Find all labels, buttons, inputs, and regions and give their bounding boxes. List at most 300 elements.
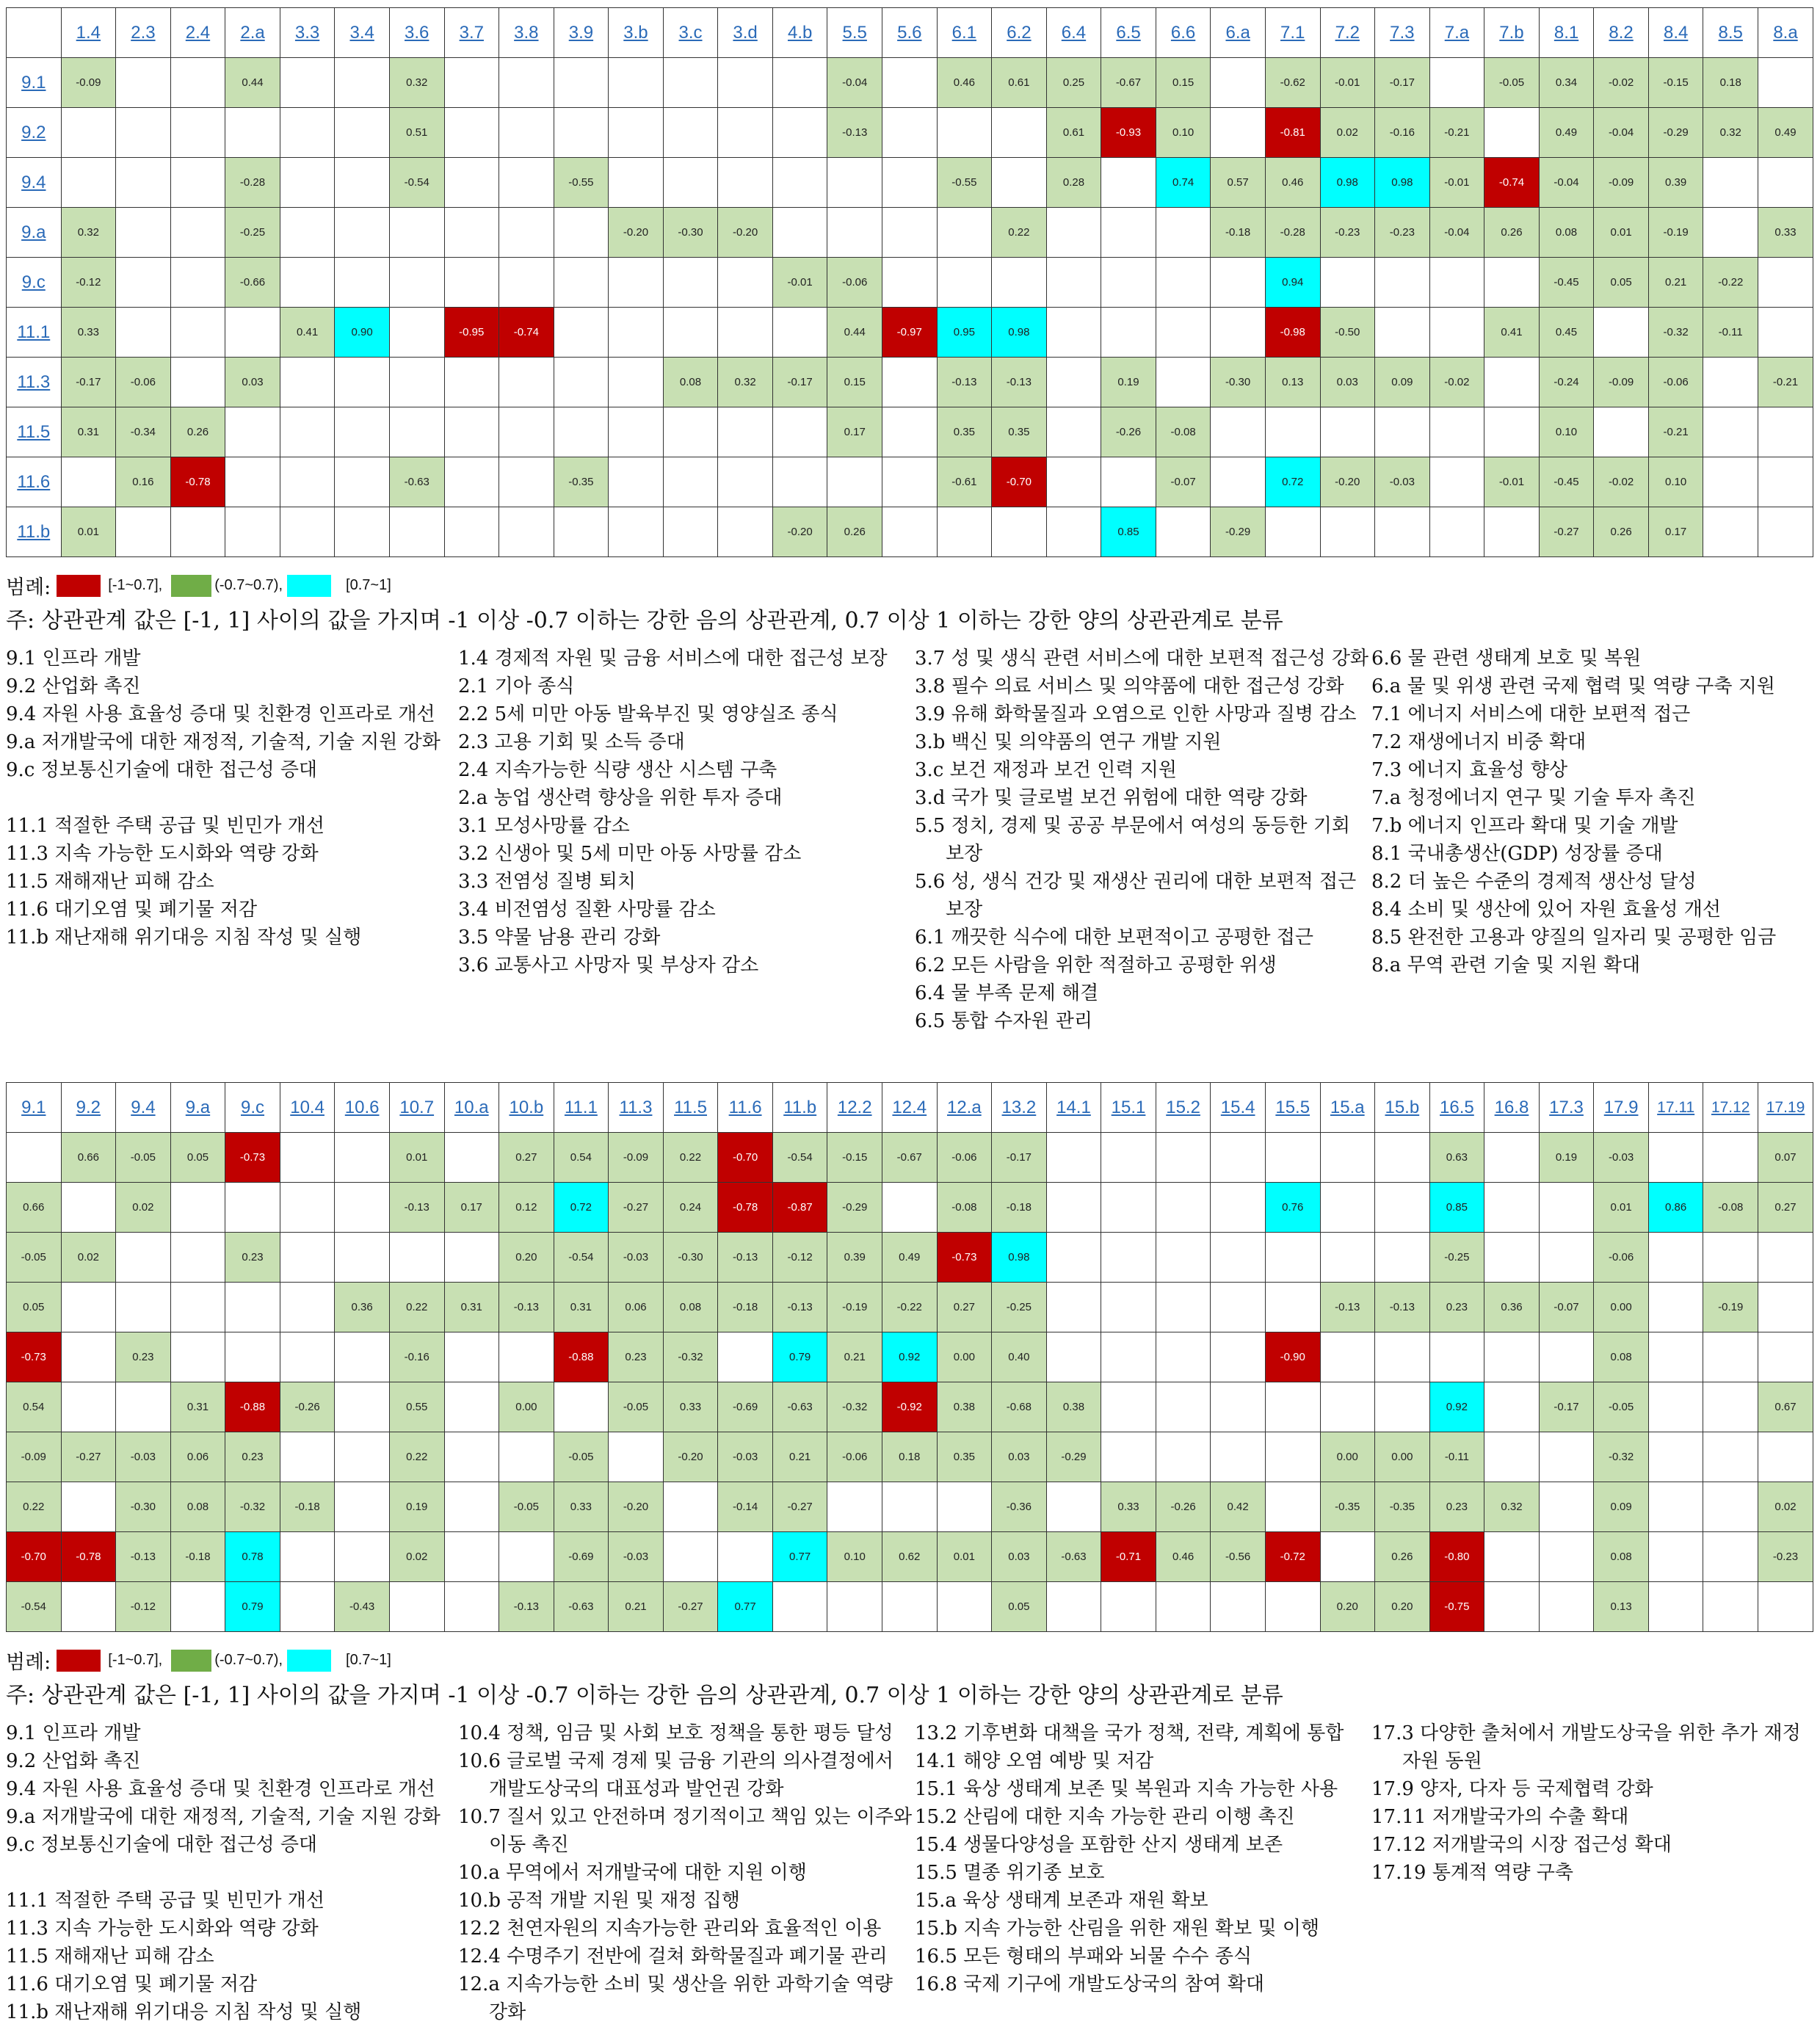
column-header-link[interactable]: 8.5 (1718, 22, 1743, 43)
table-cell (389, 208, 444, 258)
column-header (882, 8, 938, 58)
column-header-link[interactable]: 15.1 (1111, 1097, 1146, 1117)
table-cell (61, 108, 116, 158)
column-header-link[interactable]: 10.a (454, 1097, 489, 1117)
table-cell (1156, 507, 1211, 557)
column-header (772, 8, 827, 58)
definition-item: 강화 (489, 2001, 526, 2023)
table-cell (718, 407, 773, 457)
column-header-link[interactable]: 10.7 (399, 1097, 435, 1117)
table-cell: -0.03 (609, 1532, 664, 1582)
table-cell (225, 1183, 280, 1233)
column-header-link[interactable]: 17.12 (1711, 1098, 1750, 1116)
column-header (1539, 8, 1594, 58)
table-row (7, 507, 1813, 557)
column-header-link[interactable]: 10.b (509, 1097, 544, 1117)
table-cell (937, 1582, 992, 1632)
table-cell (444, 258, 499, 308)
table-cell: -0.01 (772, 258, 827, 308)
correlation-table-1 (6, 7, 1813, 557)
row-header-link[interactable]: 11.5 (17, 421, 51, 442)
table-cell (280, 58, 335, 108)
table-cell: -0.73 (7, 1332, 62, 1382)
table-cell: -0.06 (1594, 1233, 1649, 1283)
column-header (170, 1083, 225, 1133)
row-header-link[interactable]: 11.1 (17, 322, 51, 342)
legend-negative-label: [-1~0.7], (108, 1652, 163, 1668)
table-cell (1320, 1332, 1375, 1382)
column-header (1320, 1083, 1375, 1133)
column-header-link[interactable]: 16.5 (1440, 1097, 1474, 1117)
table-cell: 0.85 (1429, 1183, 1484, 1233)
column-header-link[interactable]: 15.a (1330, 1097, 1365, 1117)
table-cell (772, 308, 827, 358)
column-header-link[interactable]: 15.4 (1220, 1097, 1255, 1117)
table-cell: 0.13 (1594, 1582, 1649, 1632)
table-cell (280, 1133, 335, 1183)
column-header-link[interactable]: 9.4 (131, 1097, 156, 1117)
column-header-link[interactable]: 6.5 (1116, 22, 1141, 43)
column-header-link[interactable]: 7.b (1499, 22, 1524, 43)
row-header-link[interactable]: 9.c (21, 272, 46, 292)
column-header-link[interactable]: 9.c (241, 1097, 265, 1117)
table-cell: -0.78 (61, 1532, 116, 1582)
definition-item: 12.2 천연자원의 지속가능한 관리와 효율적인 이용 (458, 1918, 882, 1940)
column-header (1375, 1083, 1430, 1133)
table-cell (1648, 1582, 1703, 1632)
row-header-link[interactable]: 9.a (21, 222, 46, 242)
table-cell: 0.36 (335, 1283, 390, 1332)
table-cell: 0.00 (1320, 1432, 1375, 1482)
row-header-link[interactable]: 9.4 (21, 172, 46, 192)
table-cell: -0.05 (554, 1432, 609, 1482)
table-cell: -0.21 (1758, 358, 1813, 407)
column-header (1101, 1083, 1156, 1133)
definition-item: 6.a 물 및 위생 관련 국제 협력 및 역량 구축 지원 (1371, 675, 1775, 697)
definition-item: 3.2 신생아 및 5세 미만 아동 사망률 감소 (458, 843, 802, 865)
table-cell (280, 358, 335, 407)
definition-item: 3.b 백신 및 의약품의 연구 개발 지원 (915, 731, 1222, 753)
table-cell (444, 1582, 499, 1632)
column-header-link[interactable]: 11.6 (728, 1097, 762, 1117)
column-header-link[interactable]: 14.1 (1056, 1097, 1091, 1117)
row-header (7, 507, 62, 557)
table-cell: 0.08 (1539, 208, 1594, 258)
table-cell: 0.95 (937, 308, 992, 358)
table-cell (389, 1582, 444, 1632)
table-cell: -0.74 (1484, 158, 1540, 208)
column-header-link[interactable]: 1.4 (76, 22, 101, 43)
column-header-link[interactable]: 11.5 (674, 1097, 707, 1117)
column-header (554, 8, 609, 58)
column-header-link[interactable]: 3.c (678, 22, 703, 43)
column-header-link[interactable]: 8.a (1773, 22, 1798, 43)
table-cell (827, 208, 882, 258)
column-header (225, 8, 280, 58)
column-header-link[interactable]: 15.5 (1275, 1097, 1310, 1117)
row-header-link[interactable]: 11.b (17, 521, 51, 542)
column-header-link[interactable]: 3.b (623, 22, 648, 43)
table-cell (554, 108, 609, 158)
table-cell: 0.62 (882, 1532, 938, 1582)
column-header (663, 1083, 718, 1133)
table-cell (1703, 1582, 1758, 1632)
table-cell: -0.63 (389, 457, 444, 507)
table-cell: 0.33 (61, 308, 116, 358)
table-cell: -0.01 (1484, 457, 1540, 507)
table-cell: -0.02 (1594, 58, 1649, 108)
table-cell (1703, 507, 1758, 557)
definition-item: 2.3 고용 기회 및 소득 증대 (458, 731, 685, 753)
row-header-link[interactable]: 11.6 (17, 471, 51, 492)
table-cell (499, 1432, 554, 1482)
table-cell: -0.06 (937, 1133, 992, 1183)
table-cell: 0.00 (937, 1332, 992, 1382)
table-cell (1703, 1432, 1758, 1482)
table-cell (1484, 108, 1540, 158)
table-cell (116, 1283, 171, 1332)
table-cell: 0.01 (1594, 208, 1649, 258)
table-row (7, 1432, 1813, 1482)
definition-item: 15.a 육상 생태계 보존과 재원 확보 (915, 1890, 1208, 1912)
definition-item: 8.a 무역 관련 기술 및 지원 확대 (1371, 954, 1641, 976)
column-header (1539, 1083, 1594, 1133)
table-cell: 0.13 (1265, 358, 1320, 407)
table-cell (663, 308, 718, 358)
definition-item: 7.b 에너지 인프라 확대 및 기술 개발 (1371, 815, 1678, 837)
column-header (116, 1083, 171, 1133)
table-cell (663, 158, 718, 208)
table-cell (937, 258, 992, 308)
table-cell: -0.61 (937, 457, 992, 507)
column-header (1211, 8, 1266, 58)
table-cell: -0.43 (335, 1582, 390, 1632)
column-header (499, 8, 554, 58)
table-cell: 0.98 (1320, 158, 1375, 208)
column-header-link[interactable]: 10.6 (344, 1097, 380, 1117)
table-cell: 0.61 (992, 58, 1047, 108)
table-cell: 0.54 (554, 1133, 609, 1183)
table-row (7, 308, 1813, 358)
table-cell (1703, 208, 1758, 258)
table-cell: -0.13 (1375, 1283, 1430, 1332)
column-header-link[interactable]: 9.2 (76, 1097, 101, 1117)
column-header-link[interactable]: 7.2 (1335, 22, 1360, 43)
table-cell: 0.05 (7, 1283, 62, 1332)
column-header-link[interactable]: 4.b (787, 22, 813, 43)
column-header-link[interactable]: 3.4 (349, 22, 374, 43)
table-cell (882, 1183, 938, 1233)
table-cell: 0.63 (1429, 1133, 1484, 1183)
table-cell (1320, 507, 1375, 557)
table-cell (882, 208, 938, 258)
definition-item: 개발도상국의 대표성과 발언권 강화 (489, 1778, 784, 1800)
table-cell (772, 1582, 827, 1632)
column-header (1758, 8, 1813, 58)
row-header-link[interactable]: 11.3 (17, 371, 51, 392)
table-cell: 0.18 (882, 1432, 938, 1482)
table-row (7, 58, 1813, 108)
table-cell: -0.63 (554, 1582, 609, 1632)
row-header-link[interactable]: 9.2 (21, 122, 46, 142)
table-cell: 0.10 (1539, 407, 1594, 457)
table-cell: 0.22 (7, 1482, 62, 1532)
column-header-link[interactable]: 10.4 (290, 1097, 325, 1117)
table-cell: 0.12 (499, 1183, 554, 1233)
definition-item: 11.5 재해재난 피해 감소 (6, 871, 214, 893)
table-cell: -0.28 (225, 158, 280, 208)
table-cell (116, 58, 171, 108)
definitions-column (6, 1719, 441, 2026)
table-cell: -0.62 (1265, 58, 1320, 108)
definition-item: 11.6 대기오염 및 폐기물 저감 (6, 1973, 258, 1995)
column-header-link[interactable]: 15.2 (1166, 1097, 1200, 1117)
column-header-link[interactable]: 9.a (185, 1097, 211, 1117)
column-header (61, 8, 116, 58)
column-header (827, 8, 882, 58)
table-cell (1265, 1283, 1320, 1332)
definition-item: 15.5 멸종 위기종 보호 (915, 1862, 1105, 1884)
table-cell (1703, 158, 1758, 208)
table-cell: 0.26 (1594, 507, 1649, 557)
definition-item: 11.b 재난재해 위기대응 지침 작성 및 실행 (6, 926, 362, 949)
table-cell: 0.20 (1320, 1582, 1375, 1632)
column-header-link[interactable]: 11.3 (619, 1097, 653, 1117)
row-header (7, 358, 62, 407)
legend-label: 범례: (6, 1651, 51, 1674)
column-header-link[interactable]: 7.3 (1390, 22, 1415, 43)
column-header-link[interactable]: 6.a (1225, 22, 1250, 43)
table-cell: -0.05 (116, 1133, 171, 1183)
column-header-link[interactable]: 17.3 (1549, 1097, 1584, 1117)
table-cell: 0.92 (882, 1332, 938, 1382)
definition-item: 9.a 저개발국에 대한 재정적, 기술적, 기술 지원 강화 (6, 731, 441, 753)
table-cell (335, 1382, 390, 1432)
column-header-link[interactable]: 11.b (783, 1097, 817, 1117)
column-header-link[interactable]: 5.6 (897, 22, 922, 43)
table-cell: -0.16 (389, 1332, 444, 1382)
column-header-link[interactable]: 9.1 (21, 1097, 46, 1117)
column-header-link[interactable]: 15.b (1385, 1097, 1420, 1117)
table-cell: 0.21 (772, 1432, 827, 1482)
column-header-link[interactable]: 3.9 (568, 22, 594, 43)
table-cell: 0.03 (992, 1532, 1047, 1582)
table-cell (116, 108, 171, 158)
table-cell (61, 1183, 116, 1233)
table-cell (1046, 457, 1101, 507)
table-cell: -0.13 (718, 1233, 773, 1283)
table-cell: 0.31 (444, 1283, 499, 1332)
column-header-link[interactable]: 3.7 (459, 22, 484, 43)
table-cell (1101, 1332, 1156, 1382)
column-header-link[interactable]: 3.3 (294, 22, 320, 43)
column-header-link[interactable]: 17.19 (1766, 1098, 1805, 1116)
table-cell: 0.32 (389, 58, 444, 108)
column-header-link[interactable]: 3.6 (405, 22, 429, 43)
table-cell: -0.66 (225, 258, 280, 308)
table-cell (61, 1382, 116, 1432)
column-header-link[interactable]: 16.8 (1494, 1097, 1529, 1117)
table-cell: 0.61 (1046, 108, 1101, 158)
row-header (7, 407, 62, 457)
column-header (882, 1083, 938, 1133)
column-header-link[interactable]: 8.1 (1553, 22, 1579, 43)
table-cell: -0.67 (1101, 58, 1156, 108)
table-cell (444, 58, 499, 108)
column-header-link[interactable]: 3.8 (514, 22, 539, 43)
table-cell (1211, 258, 1266, 308)
table-cell (389, 358, 444, 407)
definition-item: 9.c 정보통신기술에 대한 접근성 증대 (6, 759, 318, 781)
table-cell: 0.78 (225, 1532, 280, 1582)
column-header (663, 8, 718, 58)
table-cell: -0.22 (882, 1283, 938, 1332)
table-cell: -0.75 (1429, 1582, 1484, 1632)
table-cell (1101, 1432, 1156, 1482)
table-cell: -0.15 (827, 1133, 882, 1183)
column-header-link[interactable]: 6.6 (1170, 22, 1196, 43)
column-header-link[interactable]: 2.4 (185, 22, 211, 43)
table-cell: -0.11 (1703, 308, 1758, 358)
legend-swatch-positive (287, 1650, 331, 1672)
table-cell (1101, 1382, 1156, 1432)
table-cell (280, 258, 335, 308)
column-header-link[interactable]: 13.2 (1001, 1097, 1037, 1117)
definition-item: 보장 (946, 843, 983, 865)
definition-item: 6.5 통합 수자원 관리 (915, 1010, 1092, 1032)
table-cell: -0.11 (1429, 1432, 1484, 1482)
column-header-link[interactable]: 3.d (733, 22, 758, 43)
definitions-column (458, 645, 888, 979)
table-cell: -0.90 (1265, 1332, 1320, 1382)
table-cell (772, 457, 827, 507)
table-cell: -0.18 (718, 1283, 773, 1332)
table-row (7, 258, 1813, 308)
table-cell (1703, 1332, 1758, 1382)
table-cell: -0.13 (499, 1582, 554, 1632)
column-header (280, 1083, 335, 1133)
definition-item: 6.2 모든 사람을 위한 적절하고 공평한 위생 (915, 954, 1277, 976)
column-header-link[interactable]: 12.4 (892, 1097, 927, 1117)
table-cell: 0.72 (1265, 457, 1320, 507)
table-cell (718, 507, 773, 557)
correlation-table-2 (6, 1082, 1813, 1632)
table-cell (1046, 1233, 1101, 1283)
table-cell (335, 1133, 390, 1183)
column-header-link[interactable]: 2.3 (131, 22, 156, 43)
column-header-link[interactable]: 8.4 (1663, 22, 1689, 43)
column-header-link[interactable]: 5.5 (842, 22, 867, 43)
table-row (7, 1332, 1813, 1382)
table-cell (1758, 1582, 1813, 1632)
table-cell (444, 457, 499, 507)
column-header (1156, 8, 1211, 58)
column-header-link[interactable]: 12.a (946, 1097, 982, 1117)
table-cell: -0.74 (499, 308, 554, 358)
table-cell: -0.19 (1703, 1283, 1758, 1332)
table-cell (1703, 1133, 1758, 1183)
column-header-link[interactable]: 12.2 (837, 1097, 872, 1117)
table-cell: -0.12 (61, 258, 116, 308)
legend-positive-label: [0.7~1] (346, 577, 391, 593)
table-cell (1703, 1382, 1758, 1432)
table-cell (116, 158, 171, 208)
column-header (1265, 1083, 1320, 1133)
table-cell: -0.26 (1156, 1482, 1211, 1532)
column-header-link[interactable]: 6.4 (1061, 22, 1087, 43)
column-header-link[interactable]: 11.1 (564, 1097, 598, 1117)
table-cell (1211, 58, 1266, 108)
column-header (992, 1083, 1047, 1133)
table-cell (389, 258, 444, 308)
definitions-1 (6, 645, 1816, 1041)
table-cell (1046, 1482, 1101, 1532)
table-cell (1101, 1233, 1156, 1283)
table-cell: -0.63 (1046, 1532, 1101, 1582)
column-header (116, 8, 171, 58)
column-header (1156, 1083, 1211, 1133)
legend-positive-label: [0.7~1] (346, 1652, 391, 1668)
table-cell (280, 208, 335, 258)
table-cell (1265, 507, 1320, 557)
table-cell: -0.09 (7, 1432, 62, 1482)
table-cell: 0.40 (992, 1332, 1047, 1382)
column-header-link[interactable]: 6.1 (951, 22, 977, 43)
column-header-link[interactable]: 7.1 (1280, 22, 1305, 43)
definitions-column (1371, 645, 1776, 979)
table-cell: -0.68 (992, 1382, 1047, 1432)
table-cell: 0.00 (1594, 1283, 1649, 1332)
column-header-link[interactable]: 6.2 (1007, 22, 1032, 43)
table-cell: 0.49 (1758, 108, 1813, 158)
table-cell (1265, 1133, 1320, 1183)
table-cell (1758, 507, 1813, 557)
table-cell: 0.98 (1375, 158, 1430, 208)
table-cell (1648, 1133, 1703, 1183)
column-header-link[interactable]: 7.a (1444, 22, 1470, 43)
table-cell (882, 108, 938, 158)
table-cell: 0.45 (1539, 308, 1594, 358)
column-header-link[interactable]: 17.9 (1603, 1097, 1639, 1117)
table-row (7, 1482, 1813, 1532)
column-header-link[interactable]: 17.11 (1657, 1098, 1695, 1116)
table-cell: -0.04 (827, 58, 882, 108)
table-cell (1594, 308, 1649, 358)
table-cell (170, 1582, 225, 1632)
table-cell: -0.71 (1101, 1532, 1156, 1582)
table-cell (882, 457, 938, 507)
table-cell (772, 407, 827, 457)
column-header-link[interactable]: 2.a (240, 22, 265, 43)
table-cell (1211, 1382, 1266, 1432)
row-header-link[interactable]: 9.1 (21, 72, 46, 93)
table-cell (335, 108, 390, 158)
table-cell: 0.79 (772, 1332, 827, 1382)
table-cell: 0.66 (61, 1133, 116, 1183)
table-cell (389, 308, 444, 358)
table-cell (335, 208, 390, 258)
table-cell: -0.03 (116, 1432, 171, 1482)
column-header-link[interactable]: 8.2 (1609, 22, 1634, 43)
table-cell (280, 1532, 335, 1582)
column-header (389, 8, 444, 58)
table-cell: -0.13 (116, 1532, 171, 1582)
table-cell: -0.98 (1265, 308, 1320, 358)
table-cell (609, 1432, 664, 1482)
table-cell (1375, 308, 1430, 358)
definition-item: 1.4 경제적 자원 및 금융 서비스에 대한 접근성 보장 (458, 648, 888, 670)
table-cell: -0.25 (1429, 1233, 1484, 1283)
